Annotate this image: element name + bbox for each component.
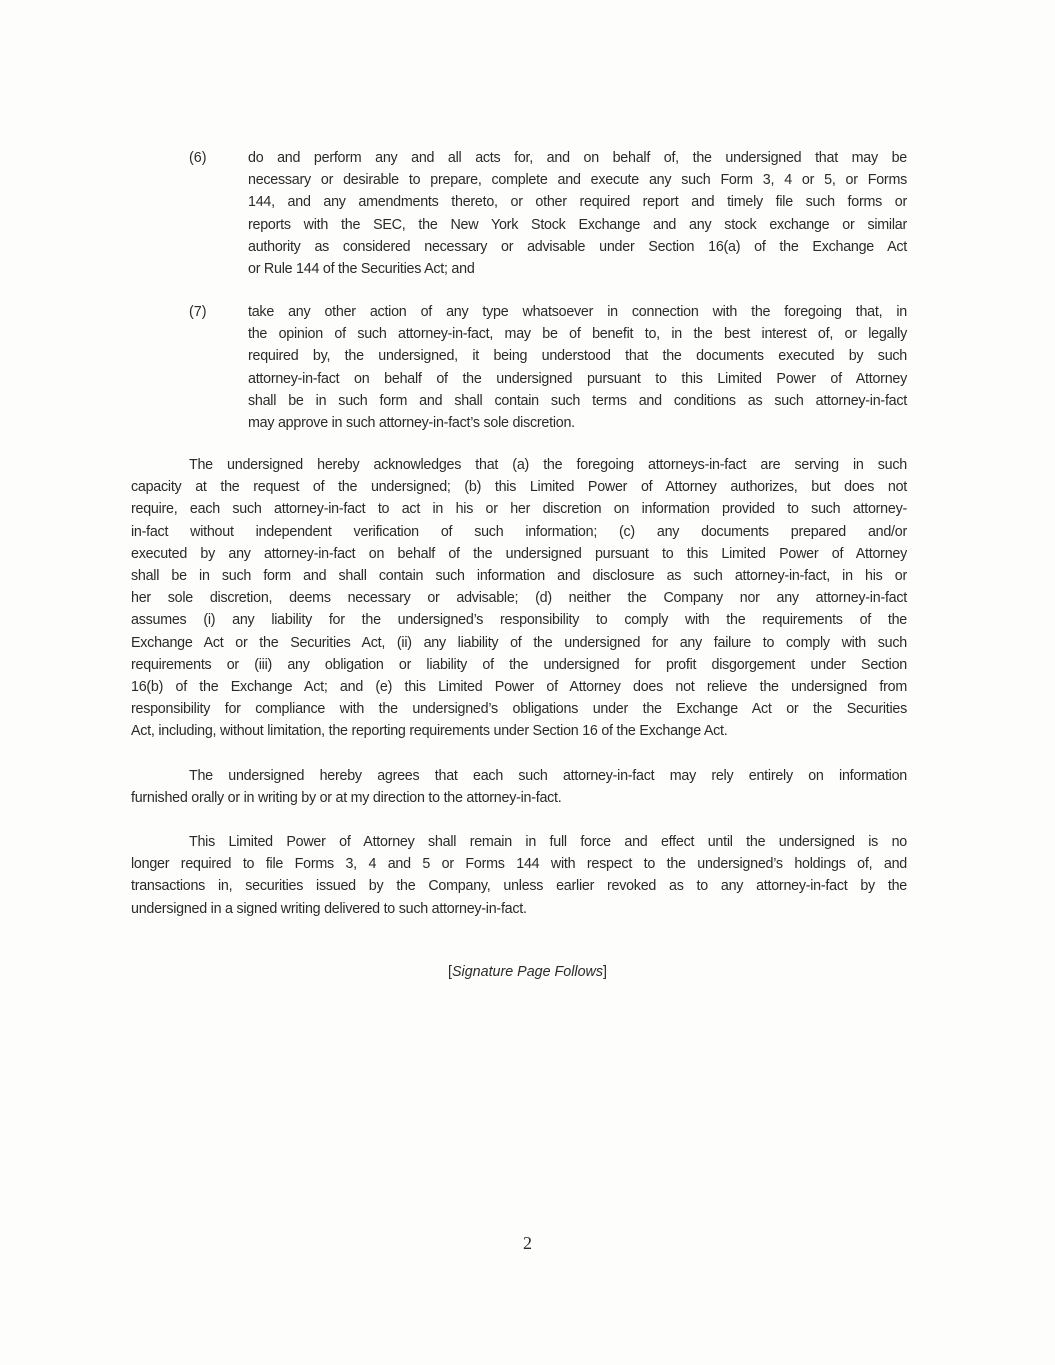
- text-line: required by, the undersigned, it being understood that the documents executed by such: [248, 348, 907, 365]
- text-line: assumes (i) any liability for the undersigned’s responsibility to comply with the requirements of the: [131, 612, 907, 629]
- text-line: executed by any attorney-in-fact on behalf of the undersigned pursuant to this Limited Power of Attorney: [131, 545, 907, 562]
- text-line: This Limited Power of Attorney shall remain in full force and effect until the undersigned is no: [189, 834, 907, 850]
- paragraph-reliance: [131, 765, 907, 809]
- text-line: authority as considered necessary or advisable under Section 16(a) of the Exchange Act: [248, 238, 907, 255]
- signature-note-text: Signature Page Follows: [452, 964, 603, 980]
- text-line: The undersigned hereby agrees that each such attorney-in-fact may rely entirely on information: [189, 768, 907, 784]
- text-line: Exchange Act or the Securities Act, (ii) any liability of the undersigned for any failure to comply with such: [131, 634, 907, 651]
- text-line: 16(b) of the Exchange Act; and (e) this Limited Power of Attorney does not relieve the undersigned from: [131, 678, 907, 695]
- text-line: transactions in, securities issued by the Company, unless earlier revoked as to any attorney-in-fact by the: [131, 878, 907, 895]
- text-line: attorney-in-fact on behalf of the undersigned pursuant to this Limited Power of Attorney: [248, 370, 907, 387]
- text-line: Act, including, without limitation, the reporting requirements under Section 16 of the Exchange Act.: [131, 723, 728, 740]
- text-line: responsibility for compliance with the undersigned’s obligations under the Exchange Act or the Securities: [131, 701, 907, 718]
- bracket-open: [: [448, 964, 452, 980]
- text-line: longer required to file Forms 3, 4 and 5 or Forms 144 with respect to the undersigned’s holdings of, and: [131, 856, 907, 873]
- text-line: or Rule 144 of the Securities Act; and: [248, 260, 475, 277]
- page-number: 2: [523, 1233, 532, 1253]
- signature-page-note: [0, 964, 1055, 980]
- text-line: her sole discretion, deems necessary or advisable; (d) neither the Company nor any attorney-in-fact: [131, 590, 907, 607]
- text-line: necessary or desirable to prepare, complete and execute any such Form 3, 4 or 5, or Forms: [248, 172, 907, 189]
- text-line: the opinion of such attorney-in-fact, may be of benefit to, in the best interest of, or legally: [248, 326, 907, 343]
- item-number: (6): [189, 150, 207, 166]
- text-line: shall be in such form and shall contain such information and disclosure as such attorney-in-fact, in his or: [131, 567, 907, 584]
- text-line: in-fact without independent verification of such information; (c) any documents prepared and/or: [131, 523, 907, 540]
- text-line: requirements or (iii) any obligation or liability of the undersigned for profit disgorgement under Section: [131, 656, 907, 673]
- text-line: take any other action of any type whatsoever in connection with the foregoing that, in: [248, 304, 907, 320]
- text-line: require, each such attorney-in-fact to act in his or her discretion on information provided to such attorney-: [131, 501, 907, 518]
- text-line: furnished orally or in writing by or at my direction to the attorney-in-fact.: [131, 790, 562, 807]
- item-number: (7): [189, 304, 207, 320]
- text-line: may approve in such attorney-in-fact’s sole discretion.: [248, 414, 575, 431]
- text-line: reports with the SEC, the New York Stock Exchange and any stock exchange or similar: [248, 216, 907, 233]
- paragraph-acknowledgements: [131, 454, 907, 742]
- text-line: capacity at the request of the undersigned; (b) this Limited Power of Attorney authorizes, but does not: [131, 479, 907, 496]
- bracket-close: ]: [603, 964, 607, 980]
- text-line: do and perform any and all acts for, and on behalf of, the undersigned that may be: [248, 150, 907, 166]
- text-line: The undersigned hereby acknowledges that (a) the foregoing attorneys-in-fact are serving in such: [189, 457, 907, 473]
- text-line: undersigned in a signed writing delivered to such attorney-in-fact.: [131, 900, 527, 917]
- text-line: shall be in such form and shall contain such terms and conditions as such attorney-in-fact: [248, 392, 907, 409]
- list-item-7: [131, 301, 907, 434]
- text-line: 144, and any amendments thereto, or other required report and timely file such forms or: [248, 194, 907, 211]
- list-item-6: [131, 147, 907, 280]
- paragraph-duration: [131, 831, 907, 920]
